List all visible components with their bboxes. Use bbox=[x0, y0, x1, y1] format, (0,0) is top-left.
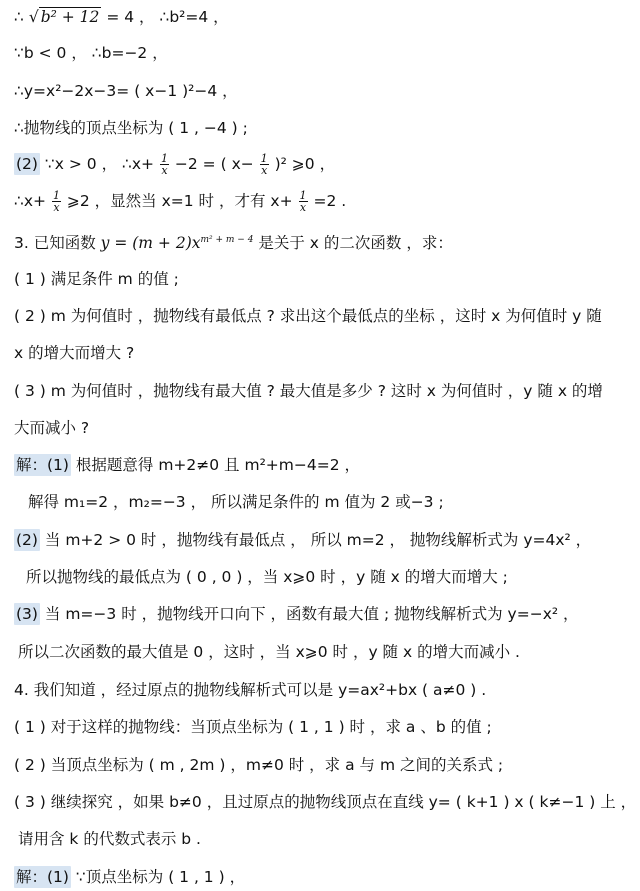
line-21: ( 2 ) 当顶点坐标为 ( m , 2m ) ，m≠0 时 ，求 a 与 m 之间的关系式 ; bbox=[14, 756, 504, 774]
line-20: ( 1 ) 对于这样的抛物线：当顶点坐标为 ( 1 , 1 ) 时 ，求 a 、b 的值 ; bbox=[14, 718, 492, 736]
sqrt-expression: √ b² + 12 bbox=[28, 8, 100, 26]
line-1: ∴ √ b² + 12 = 4 ， ∴b²=4 ， bbox=[14, 8, 229, 26]
line-15: (2) 当 m+2 > 0 时 ，抛物线有最低点 ， 所以 m=2 ， 抛物线解析式为 y=4x² ， bbox=[16, 531, 592, 549]
fraction: $\frac{1}{x}$ bbox=[52, 189, 60, 214]
part-label-2: (2) bbox=[16, 155, 38, 173]
line-9: ( 2 ) m 为何值时 ，抛物线有最低点 ? 求出这个最低点的坐标 ，这时 x 为何值时 y 随 bbox=[14, 307, 602, 325]
fraction: $\frac{1}{x}$ bbox=[299, 189, 307, 214]
fraction: $\frac{1}{x}$ bbox=[260, 152, 268, 177]
line-14: 解得 m₁=2 ，m₂=−3 ， 所以满足条件的 m 值为 2 或−3 ; bbox=[28, 493, 444, 511]
line-4: ∴抛物线的顶点坐标为 ( 1 , −4 ) ; bbox=[14, 119, 248, 137]
solution-4-line-1: 解：(1) ∵顶点坐标为 ( 1 , 1 ) ， bbox=[16, 868, 246, 886]
part-label-3: (3) bbox=[16, 605, 38, 623]
part-label-2: (2) bbox=[16, 531, 38, 549]
solution-label: 解：(1) bbox=[16, 456, 69, 474]
line-2: ∵b < 0 ， ∴b=−2 ， bbox=[14, 44, 168, 62]
line-22: ( 3 ) 继续探究 ，如果 b≠0 ，且过原点的抛物线顶点在直线 y= ( k+1 ) x ( k≠−1 ) 上 ， bbox=[14, 793, 637, 811]
line-11: ( 3 ) m 为何值时 ，抛物线有最大值 ? 最大值是多少 ? 这时 x 为何值时 ，y 随 x 的增 bbox=[14, 382, 603, 400]
line-3: ∴y=x²−2x−3= ( x−1 )²−4 ， bbox=[14, 82, 238, 100]
line-18: 所以二次函数的最大值是 0 ，这时 ，当 x⩾0 时 ，y 随 x 的增大而减小 . bbox=[18, 643, 520, 661]
line-6: ∴x+ $\frac{1}{x}$ ⩾2 ，显然当 x=1 时 ，才有 x+ $\frac{1}{x}$ =2 . bbox=[14, 189, 347, 214]
line-10: x 的增大而增大 ? bbox=[14, 344, 135, 362]
problem-4-title: 4. 我们知道 ，经过原点的抛物线解析式可以是 y=ax²+bx ( a≠0 ) . bbox=[14, 681, 487, 699]
problem-3-title: 3. 已知函数 $y = (m + 2)x^{m^2 + m - 4}$ 是关于 x 的二次函数 ，求： bbox=[14, 234, 453, 252]
line-17: (3) 当 m=−3 时 ，抛物线开口向下 ，函数有最大值 ; 抛物线解析式为 y=−x² ， bbox=[16, 605, 579, 623]
fraction: $\frac{1}{x}$ bbox=[160, 152, 168, 177]
line-23: 请用含 k 的代数式表示 b . bbox=[18, 830, 201, 848]
line-8: ( 1 ) 满足条件 m 的值 ; bbox=[14, 270, 179, 288]
solution-3-line-1: 解：(1) 根据题意得 m+2≠0 且 m²+m−4=2 ， bbox=[16, 456, 361, 474]
line-12: 大而减小 ? bbox=[14, 419, 90, 437]
line-16: 所以抛物线的最低点为 ( 0 , 0 ) ，当 x⩾0 时 ，y 随 x 的增大而增大 ; bbox=[26, 568, 508, 586]
line-5: (2) ∵x > 0 ， ∴x+ $\frac{1}{x}$ −2 = ( x− $\frac{1}{x}$ )² ⩾0 ， bbox=[16, 152, 336, 177]
solution-label: 解：(1) bbox=[16, 868, 69, 886]
